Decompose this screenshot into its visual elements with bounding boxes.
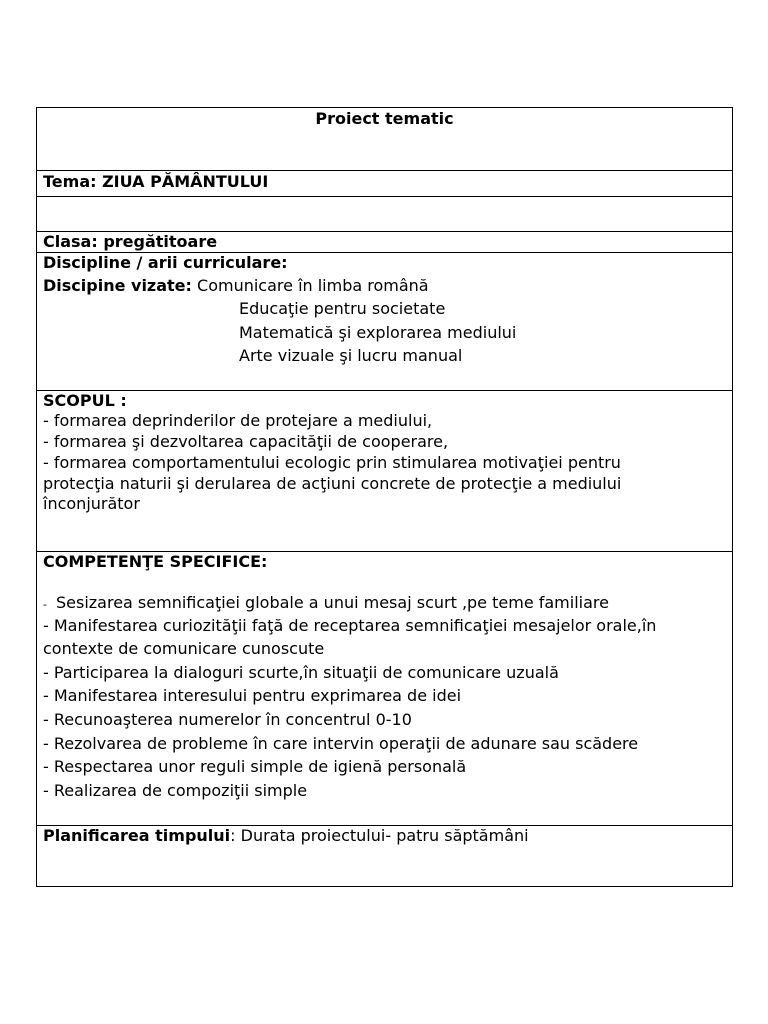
clasa-row xyxy=(43,232,217,252)
tema-value: ZIUA PĂMÂNTULUI xyxy=(102,172,269,191)
discipline-heading: Discipline / arii curriculare: xyxy=(43,253,288,272)
competente-line: - Manifestarea curiozităţii faţă de receptarea semnificaţiei mesajelor orale,în xyxy=(43,616,657,635)
competente-line: - Rezolvarea de probleme în care intervin operaţii de adunare sau scădere xyxy=(43,734,639,753)
competente-line: - Manifestarea interesului pentru exprimarea de idei xyxy=(43,686,462,705)
tema-row xyxy=(43,172,268,192)
discipline-item: Matematică şi explorarea mediului xyxy=(239,323,517,342)
discipline-item: Comunicare în limba română xyxy=(197,276,429,295)
discipline-item: Arte vizuale şi lucru manual xyxy=(239,346,463,365)
discipline-first-line xyxy=(43,276,429,296)
scopul-heading: SCOPUL : xyxy=(43,391,127,410)
competente-line: - Participarea la dialoguri scurte,în situaţii de comunicare uzuală xyxy=(43,663,559,682)
planificarea-row xyxy=(43,826,529,846)
clasa-label: Clasa: xyxy=(43,232,104,251)
scopul-line: - formarea comportamentului ecologic prin stimularea motivaţiei pentru xyxy=(43,453,621,472)
competente-heading: COMPETENŢE SPECIFICE: xyxy=(43,552,268,571)
clasa-value: pregătitoare xyxy=(103,232,218,251)
competente-dash: - xyxy=(43,598,47,611)
scopul-line: - formarea deprinderilor de protejare a mediului, xyxy=(43,411,433,430)
discipline-label: Discipine vizate: xyxy=(43,276,192,295)
row-divider xyxy=(37,196,732,197)
project-table xyxy=(36,107,733,887)
page-title: Proiect tematic xyxy=(315,109,454,128)
row-divider xyxy=(37,170,732,171)
scopul-line: înconjurător xyxy=(43,494,140,513)
competente-line: contexte de comunicare cunoscute xyxy=(43,639,325,658)
discipline-item: Educaţie pentru societate xyxy=(239,299,446,318)
competente-line: - Recunoaşterea numerelor în concentrul 0-10 xyxy=(43,710,412,729)
scopul-line: protecţia naturii şi derularea de acţiuni concrete de protecţie a mediului xyxy=(43,474,622,493)
row-divider xyxy=(37,390,732,391)
competente-line: - Realizarea de compoziţii simple xyxy=(43,781,308,800)
competente-text: Sesizarea semnificaţiei globale a unui mesaj scurt ,pe teme familiare xyxy=(55,593,609,612)
scopul-line: - formarea şi dezvoltarea capacităţii de cooperare, xyxy=(43,432,449,451)
planificarea-value: : Durata proiectului- patru săptămâni xyxy=(230,826,529,845)
tema-label: Tema: xyxy=(43,172,103,191)
competente-line xyxy=(43,593,609,615)
competente-line: - Respectarea unor reguli simple de igienă personală xyxy=(43,757,467,776)
planificarea-label: Planificarea timpului xyxy=(43,826,231,845)
